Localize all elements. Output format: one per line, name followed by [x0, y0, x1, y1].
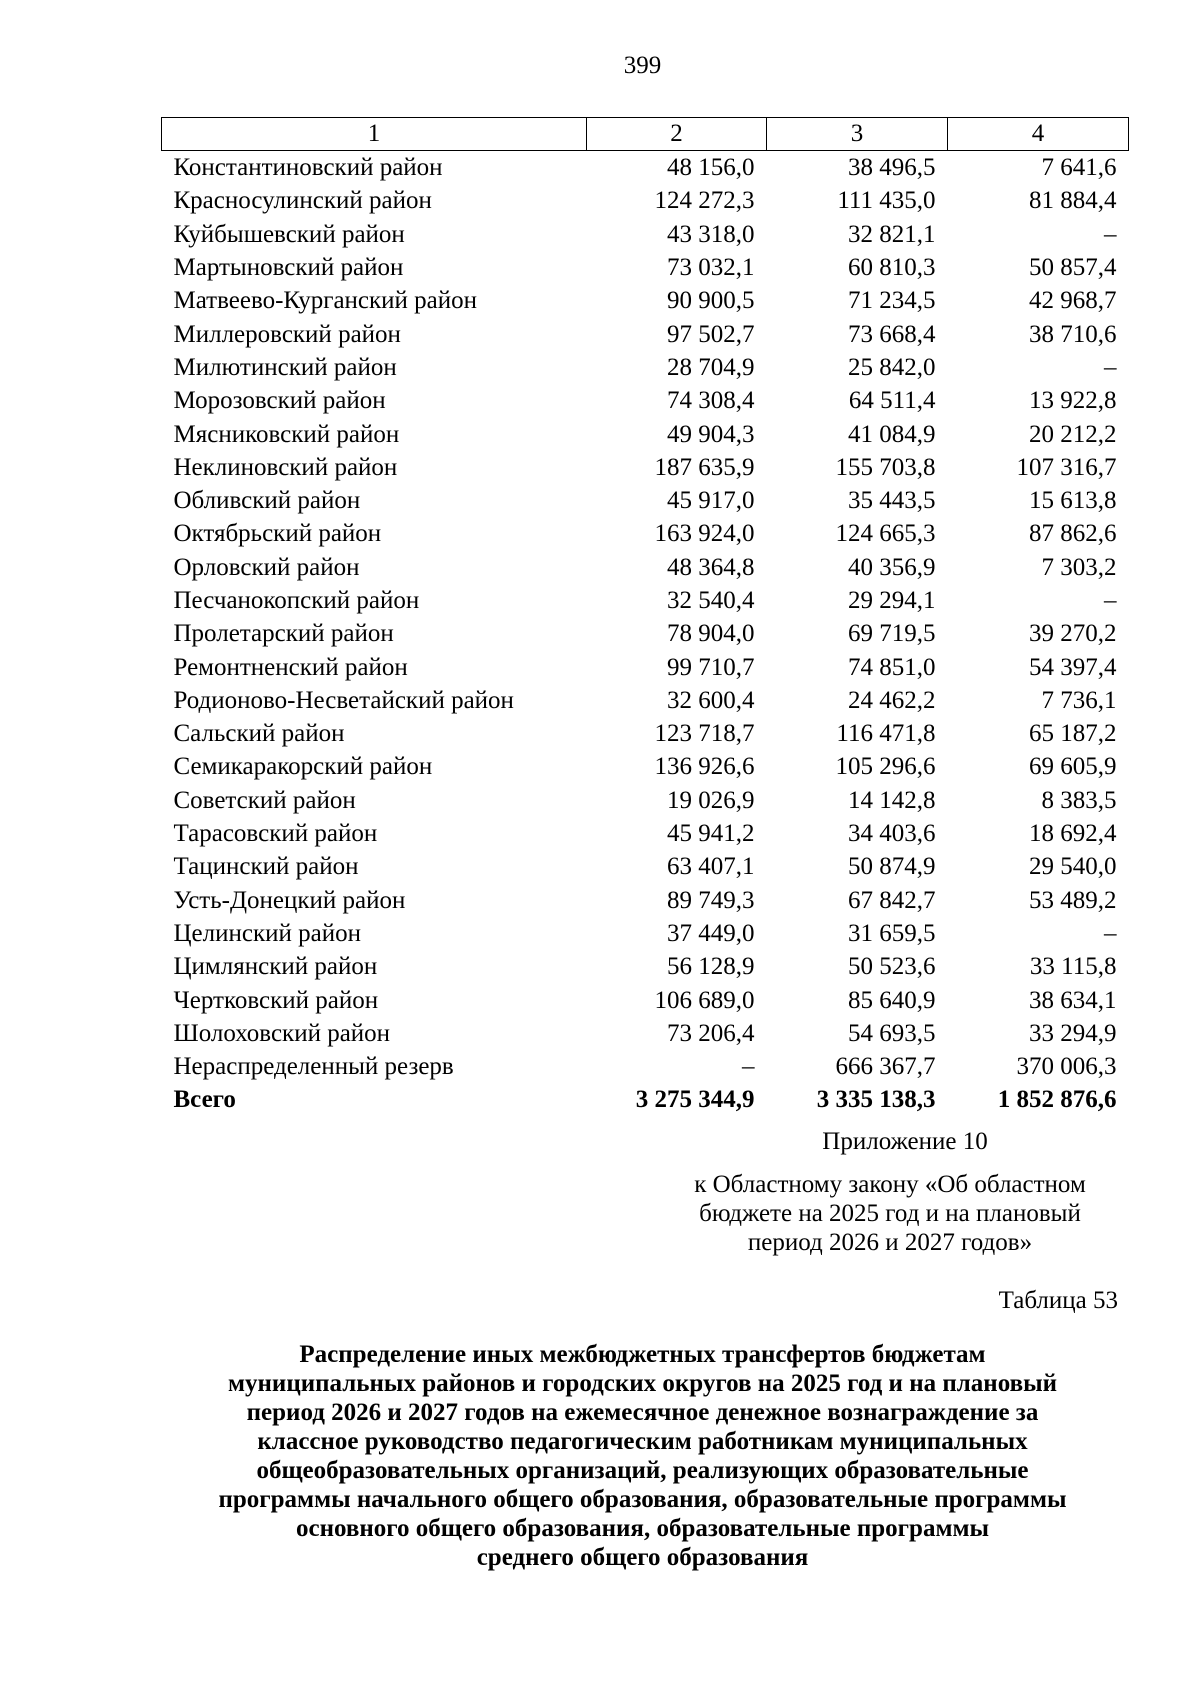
value-2026-cell: 50 874,9 [848, 853, 936, 881]
district-name-cell: Мартыновский район [173, 254, 404, 282]
value-2026-cell: 74 851,0 [848, 653, 936, 681]
value-2027-cell: 38 634,1 [1029, 986, 1117, 1014]
district-name-cell: Песчанокопский район [173, 587, 420, 614]
title-line: Распределение иных межбюджетных трансфертов бюджетам [299, 1341, 986, 1368]
table-header-row [162, 118, 1129, 151]
value-2027-cell: – [1104, 587, 1117, 614]
value-2026-cell: 14 142,8 [848, 786, 936, 814]
value-2026-cell: 31 659,5 [848, 919, 936, 947]
column-header: 2 [587, 118, 767, 151]
value-2025-cell: 163 924,0 [654, 520, 755, 548]
value-2026-cell: 41 084,9 [848, 420, 936, 448]
value-2026-cell: 105 296,6 [835, 753, 936, 781]
value-2025-cell: 45 941,2 [667, 820, 755, 848]
column-header: 1 [162, 118, 587, 151]
table-row [162, 551, 1129, 584]
district-name-cell: Миллеровский район [173, 320, 401, 348]
district-name-cell: Морозовский район [173, 387, 386, 415]
title-line: муниципальных районов и городских округов на 2025 год и на плановый [228, 1370, 1057, 1397]
table-row [162, 684, 1129, 717]
value-2027-cell: 87 862,6 [1029, 520, 1117, 548]
district-name-cell: Мясниковский район [173, 420, 400, 448]
table-row [162, 251, 1129, 284]
table-row [162, 284, 1129, 317]
value-2026-cell: 40 356,9 [848, 553, 936, 581]
value-2026-cell: 25 842,0 [848, 353, 936, 381]
table-row [162, 584, 1129, 617]
table-row [162, 650, 1129, 683]
title-line: среднего общего образования [476, 1544, 809, 1571]
title-line: период 2026 и 2027 годов на ежемесячное денежное вознаграждение за [246, 1399, 1039, 1426]
value-2026-cell: 54 693,5 [848, 1019, 936, 1047]
value-2027-cell: 370 006,3 [1016, 1053, 1117, 1081]
value-2027-cell: 13 922,8 [1029, 387, 1117, 415]
value-2027-cell: 42 968,7 [1029, 287, 1117, 315]
district-name-cell: Усть-Донецкий район [173, 886, 406, 914]
value-2027-cell: 7 641,6 [1041, 154, 1117, 182]
value-2026-cell: 155 703,8 [835, 453, 936, 481]
table-row [162, 184, 1129, 217]
district-name-cell: Милютинский район [173, 353, 397, 381]
value-2025-cell: 106 689,0 [654, 986, 755, 1014]
appendix-reference-line: бюджете на 2025 год и на плановый [699, 1200, 1081, 1227]
value-2025-cell: 73 206,4 [667, 1019, 755, 1047]
total-row [162, 1083, 1129, 1116]
value-2027-cell: 33 294,9 [1029, 1019, 1117, 1047]
value-2027-cell: 38 710,6 [1029, 320, 1117, 348]
value-2025-cell: 32 540,4 [667, 587, 755, 614]
value-2025-cell: 32 600,4 [667, 686, 755, 714]
value-2026-cell: 73 668,4 [848, 320, 936, 348]
value-2027-cell: 1 852 876,6 [997, 1086, 1117, 1114]
value-2027-cell: 50 857,4 [1029, 254, 1117, 282]
value-2025-cell: 124 272,3 [654, 187, 755, 215]
table-row [162, 317, 1129, 350]
value-2027-cell: 29 540,0 [1029, 853, 1117, 881]
district-name-cell: Октябрьский район [173, 520, 382, 548]
table-row [162, 750, 1129, 783]
column-header: 3 [767, 118, 948, 151]
page-number: 399 [623, 52, 662, 79]
district-name-cell: Всего [173, 1086, 236, 1114]
value-2025-cell: 19 026,9 [667, 786, 755, 814]
district-name-cell: Тарасовский район [173, 820, 378, 848]
district-name-cell: Матвеево-Курганский район [173, 287, 478, 315]
table-row [162, 351, 1129, 384]
value-2027-cell: 39 270,2 [1029, 620, 1117, 648]
value-2025-cell: 73 032,1 [667, 254, 755, 282]
value-2025-cell: 74 308,4 [667, 387, 755, 415]
value-2025-cell: 89 749,3 [667, 886, 755, 914]
table-row [162, 884, 1129, 917]
value-2025-cell: 3 275 344,9 [635, 1086, 755, 1114]
value-2025-cell: 99 710,7 [667, 653, 755, 681]
budget-table [161, 117, 1129, 1117]
district-name-cell: Обливский район [173, 487, 361, 515]
district-name-cell: Цимлянский район [173, 953, 378, 981]
district-name-cell: Советский район [173, 786, 356, 814]
value-2026-cell: 124 665,3 [835, 520, 936, 548]
table-row [162, 517, 1129, 550]
title-line: программы начального общего образования, образовательные программы [218, 1486, 1067, 1513]
value-2025-cell: 123 718,7 [654, 720, 755, 748]
district-name-cell: Шолоховский район [173, 1019, 391, 1047]
district-name-cell: Целинский район [173, 919, 361, 947]
value-2027-cell: 65 187,2 [1029, 720, 1117, 748]
value-2026-cell: 34 403,6 [848, 820, 936, 848]
table-row [162, 784, 1129, 817]
value-2027-cell: 69 605,9 [1029, 753, 1117, 781]
appendix-reference-line: к Областному закону «Об областном [694, 1171, 1086, 1198]
table-row [162, 850, 1129, 883]
value-2026-cell: 85 640,9 [848, 986, 936, 1014]
value-2025-cell: – [742, 1053, 755, 1081]
value-2025-cell: 97 502,7 [667, 320, 755, 348]
appendix-reference [660, 1170, 1120, 1257]
value-2027-cell: 81 884,4 [1029, 187, 1117, 215]
district-name-cell: Куйбышевский район [173, 220, 405, 248]
district-name-cell: Неклиновский район [173, 453, 398, 481]
district-name-cell: Чертковский район [173, 986, 379, 1014]
value-2027-cell: 15 613,8 [1029, 487, 1117, 515]
value-2027-cell: 33 115,8 [1029, 953, 1117, 981]
value-2025-cell: 136 926,6 [654, 753, 755, 781]
title-line: общеобразовательных организаций, реализующих образовательные [256, 1457, 1029, 1484]
value-2026-cell: 71 234,5 [848, 287, 936, 315]
value-2025-cell: 28 704,9 [667, 353, 755, 381]
district-name-cell: Пролетарский район [173, 620, 394, 648]
value-2026-cell: 60 810,3 [848, 254, 936, 282]
table-row [162, 950, 1129, 983]
value-2027-cell: – [1104, 353, 1117, 381]
district-name-cell: Родионово-Несветайский район [173, 686, 514, 714]
column-header: 4 [948, 118, 1129, 151]
value-2025-cell: 48 156,0 [667, 154, 755, 182]
value-2027-cell: 8 383,5 [1041, 786, 1117, 814]
value-2027-cell: 7 736,1 [1041, 686, 1117, 714]
district-name-cell: Орловский район [173, 553, 360, 581]
value-2025-cell: 90 900,5 [667, 287, 755, 315]
district-name-cell: Тацинский район [173, 853, 359, 881]
district-name-cell: Константиновский район [173, 154, 443, 182]
table-row [162, 1017, 1129, 1050]
table-row [162, 817, 1129, 850]
value-2025-cell: 63 407,1 [667, 853, 755, 881]
table-row [162, 218, 1129, 251]
value-2025-cell: 78 904,0 [667, 620, 755, 648]
value-2025-cell: 45 917,0 [667, 487, 755, 515]
value-2027-cell: 7 303,2 [1041, 553, 1117, 581]
table-row [162, 451, 1129, 484]
value-2027-cell: 20 212,2 [1029, 420, 1117, 448]
value-2025-cell: 48 364,8 [667, 553, 755, 581]
value-2027-cell: 53 489,2 [1029, 886, 1117, 914]
value-2026-cell: 24 462,2 [848, 686, 936, 714]
value-2027-cell: – [1104, 220, 1117, 248]
value-2027-cell: 107 316,7 [1016, 453, 1117, 481]
table-row [162, 917, 1129, 950]
table-body [162, 151, 1129, 1117]
value-2025-cell: 49 904,3 [667, 420, 755, 448]
table-row [162, 151, 1129, 185]
value-2027-cell: 54 397,4 [1029, 653, 1117, 681]
table-row [162, 617, 1129, 650]
table-row [162, 484, 1129, 517]
table-row [162, 717, 1129, 750]
value-2025-cell: 37 449,0 [667, 919, 755, 947]
value-2026-cell: 116 471,8 [836, 720, 936, 748]
district-name-cell: Ремонтненский район [173, 653, 408, 681]
value-2025-cell: 187 635,9 [654, 453, 755, 481]
value-2026-cell: 29 294,1 [848, 587, 936, 614]
value-2026-cell: 32 821,1 [848, 220, 936, 248]
value-2026-cell: 64 511,4 [848, 387, 936, 415]
value-2026-cell: 35 443,5 [848, 487, 936, 515]
table-row [162, 384, 1129, 417]
value-2026-cell: 3 335 138,3 [816, 1086, 936, 1114]
district-name-cell: Нераспределенный резерв [173, 1053, 454, 1081]
title-line: классное руководство педагогическим работникам муниципальных [257, 1428, 1028, 1455]
appendix-title: Приложение 10 [822, 1128, 988, 1155]
appendix-reference-line: период 2026 и 2027 годов» [747, 1229, 1033, 1256]
value-2027-cell: – [1104, 919, 1117, 947]
value-2026-cell: 111 435,0 [837, 187, 936, 215]
table-row [162, 983, 1129, 1016]
value-2026-cell: 67 842,7 [848, 886, 936, 914]
district-name-cell: Сальский район [173, 720, 345, 748]
value-2025-cell: 43 318,0 [667, 220, 755, 248]
value-2026-cell: 50 523,6 [848, 953, 936, 981]
value-2027-cell: 18 692,4 [1029, 820, 1117, 848]
district-name-cell: Красносулинский район [173, 187, 432, 215]
document-title [150, 1340, 1135, 1572]
table-label: Таблица 53 [998, 1287, 1118, 1314]
value-2026-cell: 69 719,5 [848, 620, 936, 648]
value-2026-cell: 38 496,5 [848, 154, 936, 182]
table-row [162, 417, 1129, 450]
district-name-cell: Семикаракорский район [173, 753, 433, 781]
table-row [162, 1050, 1129, 1083]
value-2026-cell: 666 367,7 [835, 1053, 936, 1081]
title-line: основного общего образования, образовательные программы [295, 1515, 990, 1542]
value-2025-cell: 56 128,9 [667, 953, 755, 981]
